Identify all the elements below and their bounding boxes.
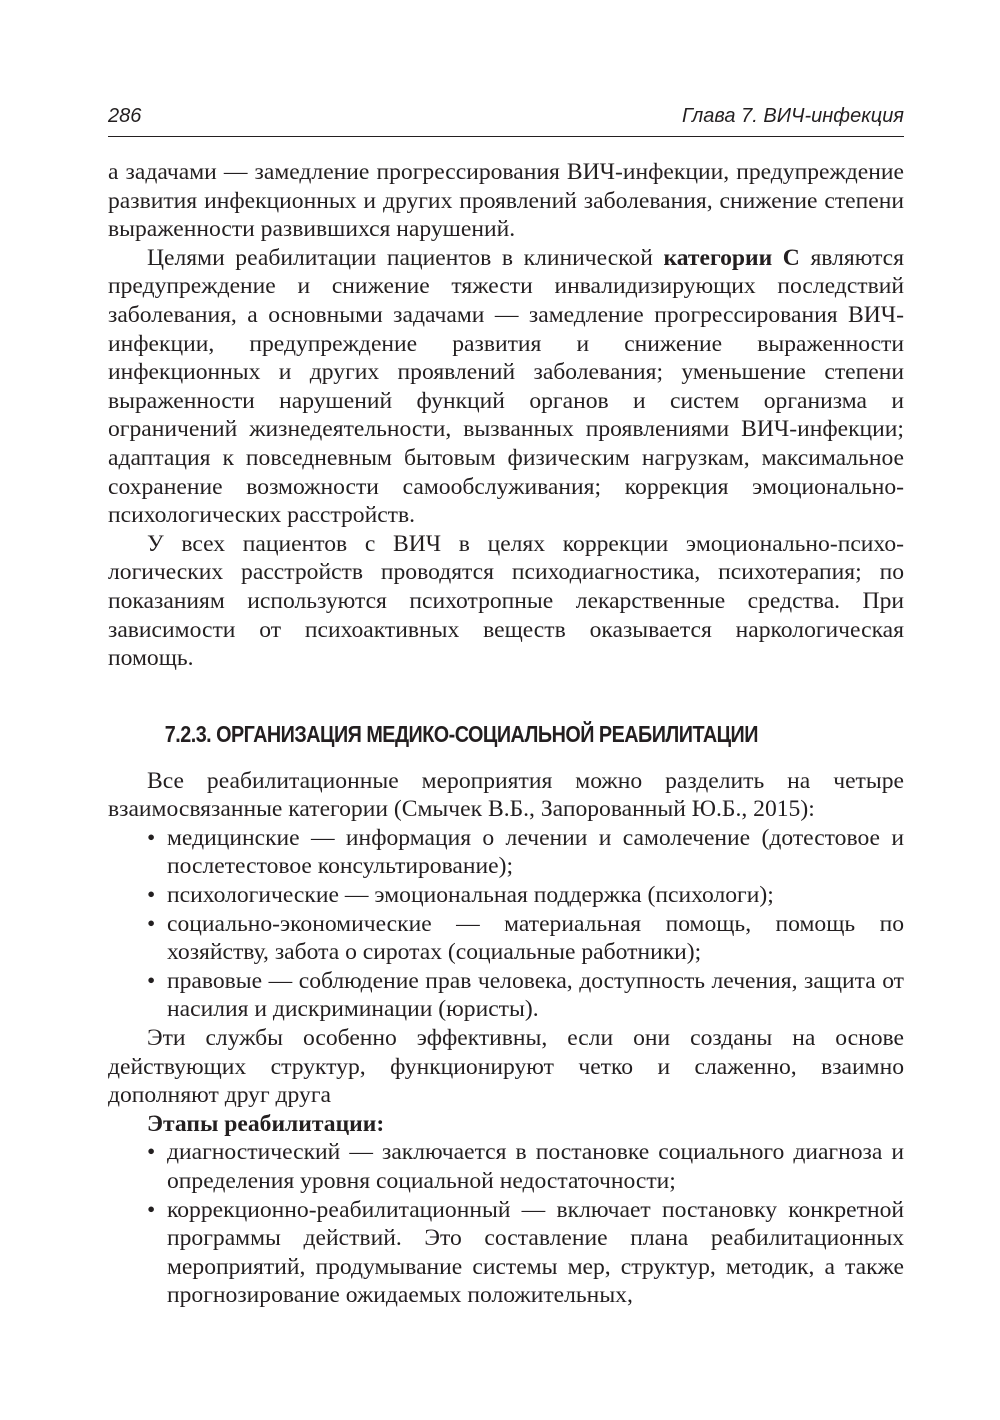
- chapter-title: Глава 7. ВИЧ-инфекция: [682, 105, 904, 127]
- list-item: [108, 910, 904, 967]
- list-item: [108, 824, 904, 881]
- bullet-icon: •: [147, 882, 156, 909]
- paragraph-psychological-correction: У всех пациентов с ВИЧ в целях коррекции эмоционально-психологических расстройств проводятся психодиагностика, психотерапия; по показаниям используются психотропные лекарственные средства. При зависимости от психоактивных веществ оказывается наркологическая помощь.: [108, 530, 904, 672]
- running-head: [108, 100, 904, 137]
- bullet-icon: •: [147, 967, 156, 994]
- bullet-icon: •: [147, 1139, 156, 1166]
- list-item: [108, 967, 904, 1024]
- list-item-text: коррекционно-реабилитационный — включает постановку конкретной программы действий. Это составление плана реабилитационных мероприятий, продумывание системы мер, структур, методик, а также прогнозирование ожидаемых положительных,: [167, 1196, 904, 1309]
- section-heading: 7.2.3. ОРГАНИЗАЦИЯ МЕДИКО-СОЦИАЛЬНОЙ РЕАБИЛИТАЦИИ: [164, 720, 758, 747]
- list-item-text: социально-экономические — материальная помощь, помощь по хозяйству, забота о сиротах (социальные работники);: [167, 910, 904, 966]
- paragraph-category-c: [108, 244, 904, 530]
- list-item-text: психологические — эмоциональная поддержка (психологи);: [167, 882, 774, 909]
- paragraph-category-c-start: Целями реабилитации пациентов в клинической: [147, 244, 664, 271]
- rehabilitation-categories-list: [108, 824, 904, 1024]
- paragraph-services: Эти службы особенно эффективны, если они созданы на основе действующих структур, функционируют четко и слаженно, взаимно дополняют друг друга: [108, 1025, 904, 1109]
- list-item: [108, 881, 904, 910]
- list-item-text: правовые — соблюдение прав человека, доступность лечения, защита от насилия и дискриминации (юристы).: [167, 967, 904, 1023]
- list-item: [108, 1196, 904, 1310]
- page-number: 286: [108, 105, 142, 127]
- rehabilitation-stages-list: [108, 1138, 904, 1310]
- list-item-text: диагностический — заключается в постановке социального диагноза и определения уровня социальной недостаточности;: [167, 1139, 904, 1194]
- section-intro: Все реабилитационные мероприятия можно разделить на четыре взаимосвязанные категории (Смычек В.Б., Запорованный Ю.Б., 2015):: [108, 767, 904, 823]
- paragraph-category-c-rest: являются предупреждение и снижение тяжести инвалидизирующих последствий заболевания, а основными задачами — замедление прогрессирования ВИЧ-инфекции, предупреждение развития и снижение выраженности инфекционных и других проявлений заболевания; уменьшение степени выраженности нарушений функций органов и систем организма и ограничений жизнедеятельности, вызванных проявлениями ВИЧ-инфекции; адаптация к повседневным бытовым физическим нагрузкам, максимальное сохранение возможности самообслуживания; коррекция эмоционально-психологических расстройств.: [108, 244, 904, 529]
- bullet-icon: •: [147, 1196, 156, 1223]
- list-item: [108, 1138, 904, 1195]
- body-text: [108, 158, 904, 1310]
- list-item-text: медицинские — информация о лечении и самолечение (дотестовое и послетестовое консультирование);: [167, 824, 904, 880]
- category-c-term: категории С: [663, 244, 800, 271]
- stages-heading: Этапы реабилитации:: [147, 1110, 385, 1137]
- bullet-icon: •: [147, 910, 156, 937]
- bullet-icon: •: [147, 824, 156, 851]
- paragraph-goals-continued: а задачами — замедление прогрессирования ВИЧ-инфекции, предупреждение развития инфекционных и других проявлений заболевания, снижение степени выраженности развившихся нарушений.: [108, 159, 904, 243]
